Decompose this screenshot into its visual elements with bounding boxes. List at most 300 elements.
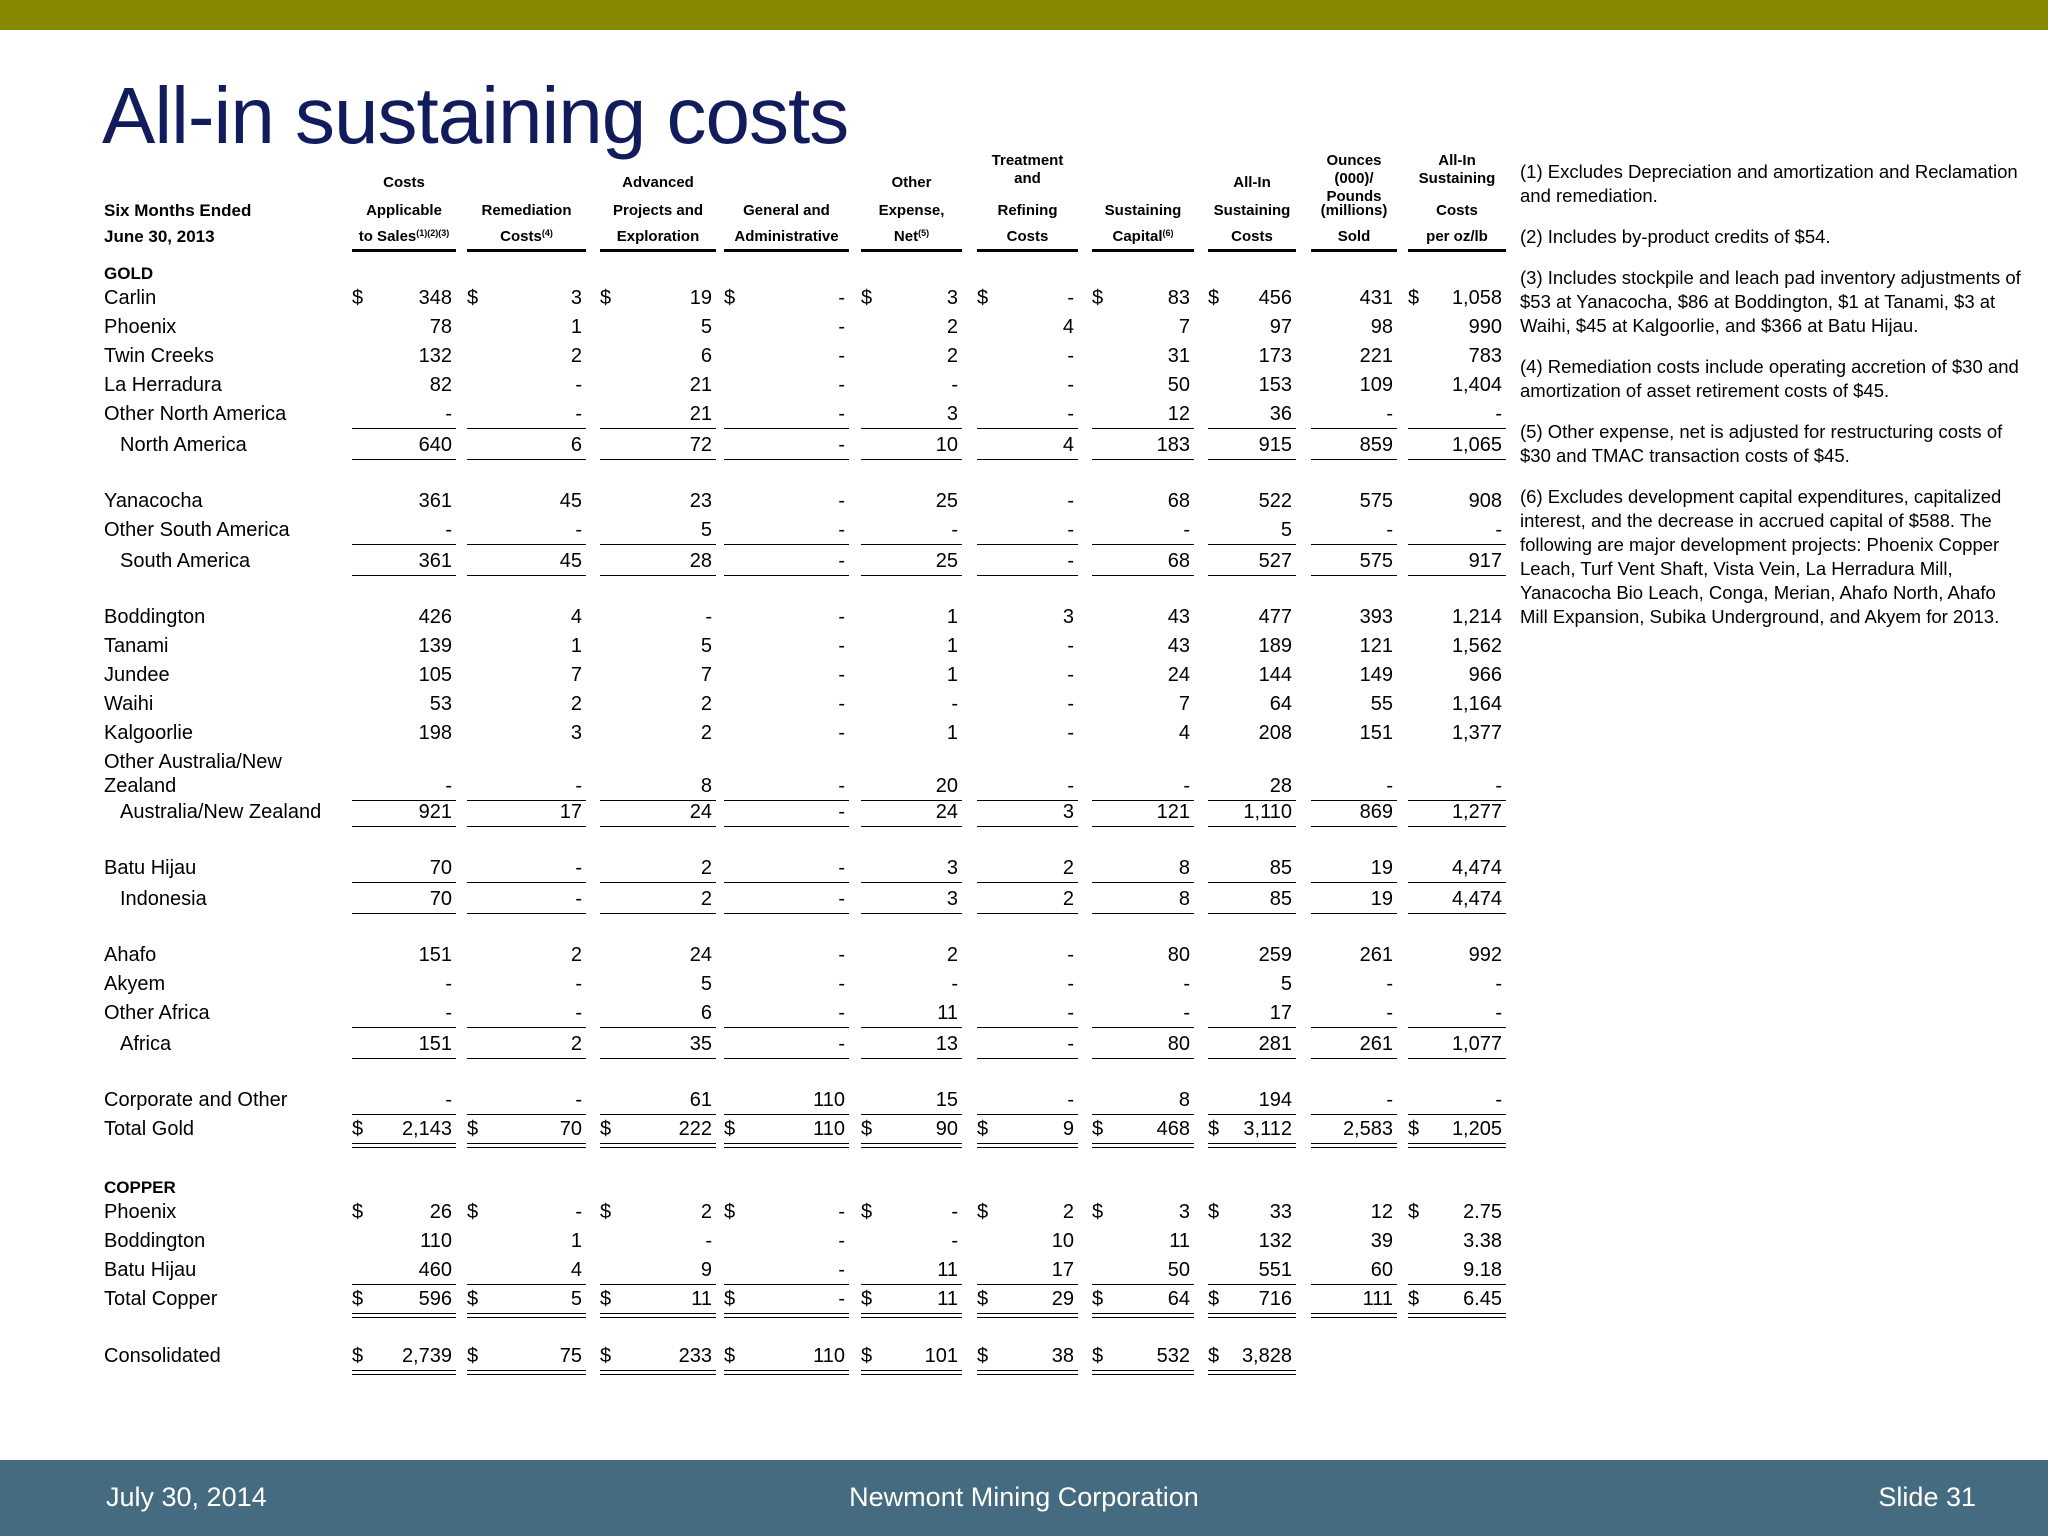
cell-value: -: [1495, 1089, 1502, 1111]
column-header-text: Costs: [500, 228, 542, 245]
cell-underline: [352, 1058, 456, 1059]
cell-value: 50: [1167, 1259, 1190, 1281]
cell-underline: [1311, 1143, 1397, 1148]
cell-value: 45: [559, 550, 582, 572]
cell-value: 1: [570, 316, 582, 338]
table-cell: [1208, 721, 1296, 745]
cell-underline: [1208, 913, 1296, 914]
column-header-text: to Sales: [358, 228, 417, 245]
table-cell: [861, 1229, 962, 1253]
cell-value: 5: [570, 1288, 582, 1310]
cell-value: 2: [570, 1033, 582, 1055]
table-cell: [977, 1229, 1078, 1253]
table-cell: [1092, 856, 1194, 880]
table-cell: [600, 286, 716, 310]
cell-value: 859: [1359, 434, 1393, 456]
cell-underline: [977, 575, 1078, 576]
table-cell: [1208, 605, 1296, 629]
cell-underline: [352, 544, 456, 545]
column-header-rule: [467, 249, 586, 252]
table-cell: [467, 489, 586, 513]
cell-value: 2: [570, 693, 582, 715]
table-cell: [1311, 663, 1397, 687]
cell-value: -: [1067, 693, 1074, 715]
table-cell: [861, 1258, 962, 1282]
column-header-2-line-0: Advanced: [622, 174, 694, 191]
cell-value: 121: [1156, 801, 1190, 823]
row-label: Yanacocha: [104, 490, 203, 512]
cell-value: 5: [1280, 519, 1292, 541]
cell-underline: [1092, 1284, 1194, 1285]
table-cell: [352, 943, 456, 967]
table-cell: [1208, 692, 1296, 716]
cell-underline: [1408, 1058, 1506, 1059]
cell-underline: [724, 913, 849, 914]
table-cell: [977, 373, 1078, 397]
dollar-sign: $: [861, 287, 873, 309]
table-cell: [724, 1088, 849, 1112]
cell-value: 121: [1359, 635, 1393, 657]
table-cell: [1208, 373, 1296, 397]
cell-value: 348: [418, 287, 452, 309]
footer-company: Newmont Mining Corporation: [849, 1482, 1199, 1512]
cell-value: 149: [1359, 664, 1393, 686]
cell-value: -: [575, 973, 582, 995]
cell-value: -: [445, 1002, 452, 1024]
table-cell: [977, 286, 1078, 310]
cell-value: -: [575, 857, 582, 879]
slide-title: All-in sustaining costs: [102, 71, 849, 160]
cell-value: -: [838, 1259, 845, 1281]
cell-underline: [1408, 544, 1506, 545]
table-cell: [861, 402, 962, 426]
table-cell: [1408, 887, 1506, 911]
cell-value: 716: [1258, 1288, 1292, 1310]
cell-value: 64: [1167, 1288, 1190, 1310]
cell-value: 153: [1258, 374, 1292, 396]
cell-value: 361: [418, 490, 452, 512]
table-cell: [861, 1088, 962, 1112]
cell-value: 80: [1167, 1033, 1190, 1055]
cell-underline: [861, 544, 962, 545]
cell-value: 2: [700, 857, 712, 879]
table-cell: [1092, 549, 1194, 573]
period-label-line-1: Six Months Ended: [104, 201, 252, 220]
cell-value: 98: [1370, 316, 1393, 338]
table-cell: [352, 1032, 456, 1056]
table-cell: [467, 887, 586, 911]
cell-value: -: [838, 722, 845, 744]
table-cell: [600, 402, 716, 426]
cell-value: -: [1067, 403, 1074, 425]
table-cell: [1092, 1258, 1194, 1282]
table-cell: [724, 518, 849, 542]
row-label: Boddington: [104, 1230, 206, 1252]
cell-value: 36: [1269, 403, 1292, 425]
column-header-6-line-3: [1092, 228, 1194, 246]
table-cell: [600, 549, 716, 573]
cell-value: 110: [813, 1345, 845, 1367]
cell-value: 189: [1258, 635, 1292, 657]
cell-value: -: [575, 888, 582, 910]
cell-value: -: [1067, 973, 1074, 995]
cell-value: 111: [1362, 1288, 1393, 1310]
cell-value: 1,562: [1451, 635, 1502, 657]
table-cell: [1408, 943, 1506, 967]
dollar-sign: $: [1092, 287, 1104, 309]
cell-value: 151: [1359, 722, 1393, 744]
table-cell: [600, 315, 716, 339]
cell-value: -: [575, 374, 582, 396]
cell-underline: [977, 826, 1078, 827]
table-cell: [724, 1001, 849, 1025]
table-cell: [1208, 1258, 1296, 1282]
cell-value: 2: [946, 316, 958, 338]
dollar-sign: $: [600, 1288, 612, 1310]
table-cell: [1208, 1229, 1296, 1253]
cell-underline: [724, 1313, 849, 1318]
table-cell: [861, 489, 962, 513]
cell-underline: [724, 575, 849, 576]
cell-value: 233: [678, 1345, 712, 1367]
table-cell: [467, 1344, 586, 1368]
cell-value: 64: [1269, 693, 1292, 715]
dollar-sign: $: [1092, 1118, 1104, 1140]
table-cell: [600, 433, 716, 457]
cell-value: -: [1067, 374, 1074, 396]
table-cell: [1092, 1032, 1194, 1056]
row-label: Total Gold: [104, 1118, 195, 1140]
table-cell: [1092, 887, 1194, 911]
cell-value: 11: [1169, 1230, 1190, 1252]
cell-value: 13: [935, 1033, 958, 1055]
cell-value: 3: [946, 857, 958, 879]
table-cell: [1208, 663, 1296, 687]
cell-value: -: [1183, 973, 1190, 995]
cell-value: 9: [1062, 1118, 1074, 1140]
table-cell: [861, 721, 962, 745]
cell-value: 2,143: [401, 1118, 452, 1140]
dollar-sign: $: [1408, 287, 1420, 309]
table-cell: [1092, 373, 1194, 397]
table-cell: [977, 1117, 1078, 1141]
table-cell: [724, 856, 849, 880]
table-cell: [724, 663, 849, 687]
table-cell: [352, 721, 456, 745]
cell-value: 4: [570, 606, 582, 628]
table-cell: [1408, 692, 1506, 716]
cell-value: 17: [1051, 1259, 1074, 1281]
table-cell: [1092, 344, 1194, 368]
row-label: Africa: [120, 1033, 172, 1055]
table-cell: [861, 433, 962, 457]
table-cell: [600, 605, 716, 629]
cell-value: 11: [937, 1259, 958, 1281]
table-cell: [861, 373, 962, 397]
cell-value: 5: [700, 635, 712, 657]
cell-value: 3: [946, 403, 958, 425]
table-cell: [861, 1001, 962, 1025]
cell-value: -: [1067, 345, 1074, 367]
row-label: Other South America: [104, 519, 290, 541]
table-cell: [1208, 549, 1296, 573]
cell-underline: [600, 1114, 716, 1115]
table-cell: [352, 774, 456, 798]
cell-underline: [1208, 1143, 1296, 1148]
cell-value: -: [575, 1201, 582, 1223]
table-cell: [1408, 315, 1506, 339]
column-header-rule: [861, 249, 962, 252]
table-cell: [724, 402, 849, 426]
dollar-sign: $: [724, 1288, 736, 1310]
cell-underline: [352, 575, 456, 576]
table-cell: [467, 1200, 586, 1224]
column-header-rule: [724, 249, 849, 252]
cell-value: 15: [935, 1089, 958, 1111]
table-cell: [352, 1287, 456, 1311]
cell-underline: [1408, 882, 1506, 883]
table-cell: [1408, 605, 1506, 629]
cell-value: 10: [935, 434, 958, 456]
cell-value: 35: [689, 1033, 712, 1055]
table-cell: [1408, 1344, 1506, 1368]
table-cell: [977, 1258, 1078, 1282]
cell-value: 532: [1156, 1345, 1190, 1367]
table-cell: [467, 943, 586, 967]
cell-underline: [977, 1284, 1078, 1285]
column-header-rule: [1092, 249, 1194, 252]
cell-value: -: [1495, 403, 1502, 425]
cell-underline: [600, 882, 716, 883]
table-cell: [1408, 373, 1506, 397]
cell-underline: [467, 1027, 586, 1028]
table-cell: [467, 315, 586, 339]
cell-underline: [352, 459, 456, 460]
cell-value: 70: [559, 1118, 582, 1140]
table-cell: [352, 1344, 456, 1368]
cell-value: 28: [1269, 775, 1292, 797]
cell-underline: [467, 1284, 586, 1285]
cell-value: 869: [1359, 801, 1393, 823]
cell-value: 640: [418, 434, 452, 456]
table-cell: [600, 1287, 716, 1311]
cell-value: 9: [700, 1259, 712, 1281]
table-cell: [977, 489, 1078, 513]
cell-value: 3: [946, 888, 958, 910]
table-cell: [467, 286, 586, 310]
cell-value: 24: [1167, 664, 1190, 686]
footer-date: July 30, 2014: [106, 1482, 267, 1512]
table-cell: [467, 402, 586, 426]
cell-value: 2: [1062, 888, 1074, 910]
cell-value: 477: [1258, 606, 1292, 628]
cell-value: 3: [1062, 801, 1074, 823]
cell-underline: [352, 1284, 456, 1285]
cell-underline: [1092, 575, 1194, 576]
cell-value: 85: [1269, 888, 1292, 910]
table-cell: [352, 634, 456, 658]
cell-value: 85: [1269, 857, 1292, 879]
cell-value: -: [575, 1002, 582, 1024]
table-cell: [1311, 1117, 1397, 1141]
table-cell: [352, 692, 456, 716]
dollar-sign: $: [861, 1118, 873, 1140]
row-label: Kalgoorlie: [104, 722, 193, 744]
cell-underline: [467, 882, 586, 883]
column-header-footnote-ref: (5): [918, 228, 930, 238]
table-cell: [1092, 518, 1194, 542]
dollar-sign: $: [467, 1288, 479, 1310]
cell-value: 8: [1178, 1089, 1190, 1111]
cell-value: 24: [689, 944, 712, 966]
table-cell: [352, 518, 456, 542]
cell-value: 431: [1359, 287, 1393, 309]
dollar-sign: $: [1208, 287, 1220, 309]
table-cell: [1208, 972, 1296, 996]
table-cell: [724, 972, 849, 996]
dollar-sign: $: [600, 1201, 612, 1223]
cell-value: 221: [1359, 345, 1393, 367]
row-label: Twin Creeks: [104, 345, 215, 367]
cell-value: -: [1067, 550, 1074, 572]
cell-underline: [352, 913, 456, 914]
table-cell: [600, 1229, 716, 1253]
cell-value: 2: [700, 1201, 712, 1223]
cell-value: 60: [1370, 1259, 1393, 1281]
table-cell: [1208, 634, 1296, 658]
cell-value: 45: [559, 490, 582, 512]
table-cell: [724, 605, 849, 629]
table-cell: [1092, 1001, 1194, 1025]
table-cell: [1311, 1200, 1397, 1224]
table-cell: [467, 800, 586, 824]
table-cell: [977, 774, 1078, 798]
cell-value: 10: [1051, 1230, 1074, 1252]
table-cell: [1408, 663, 1506, 687]
cell-value: 43: [1167, 606, 1190, 628]
cell-value: 5: [1280, 973, 1292, 995]
table-cell: [1311, 856, 1397, 880]
table-cell: [352, 286, 456, 310]
row-label: Batu Hijau: [104, 857, 197, 879]
table-cell: [467, 549, 586, 573]
dollar-sign: $: [352, 287, 364, 309]
table-cell: [1092, 1088, 1194, 1112]
cell-value: 11: [937, 1002, 958, 1024]
cell-value: 222: [678, 1118, 712, 1140]
cell-value: -: [1386, 775, 1393, 797]
cell-value: 908: [1468, 490, 1502, 512]
table-cell: [1311, 1258, 1397, 1282]
cell-underline: [724, 882, 849, 883]
table-cell: [600, 887, 716, 911]
cell-underline: [1092, 428, 1194, 429]
table-cell: [724, 774, 849, 798]
table-cell: [1092, 1229, 1194, 1253]
table-cell: [977, 943, 1078, 967]
cell-underline: [352, 826, 456, 827]
cell-value: 68: [1167, 490, 1190, 512]
table-cell: [1408, 549, 1506, 573]
cell-underline: [467, 428, 586, 429]
column-header-footnote-ref: (1)(2)(3): [416, 228, 450, 238]
table-cell: [977, 800, 1078, 824]
cell-value: -: [838, 519, 845, 541]
cell-underline: [1092, 1143, 1194, 1148]
cell-value: 990: [1468, 316, 1502, 338]
cell-value: 2: [946, 944, 958, 966]
cell-value: 109: [1359, 374, 1393, 396]
table-cell: [1408, 634, 1506, 658]
cell-value: 83: [1167, 287, 1190, 309]
table-cell: [600, 1001, 716, 1025]
cell-value: 29: [1051, 1288, 1074, 1310]
cell-underline: [861, 1313, 962, 1318]
column-header-text: Administrative: [734, 228, 839, 245]
cell-underline: [600, 826, 716, 827]
cell-value: 72: [689, 434, 712, 456]
cell-value: -: [951, 693, 958, 715]
cell-value: 1,277: [1451, 801, 1502, 823]
table-cell: [352, 373, 456, 397]
table-cell: [977, 1287, 1078, 1311]
table-cell: [861, 1287, 962, 1311]
cell-underline: [1208, 1370, 1296, 1375]
column-header-3-line-2: General and: [743, 202, 830, 219]
table-cell: [1408, 518, 1506, 542]
cell-value: 4,474: [1451, 857, 1502, 879]
cell-value: 8: [700, 775, 712, 797]
cell-value: -: [1183, 775, 1190, 797]
footnote-2: (2) Includes by-product credits of $54.: [1520, 226, 1831, 247]
column-header-rule: [352, 249, 456, 252]
cell-value: 4,474: [1451, 888, 1502, 910]
dollar-sign: $: [600, 1118, 612, 1140]
row-label: Other Australia/New Zealand: [104, 751, 282, 797]
table-cell: [600, 1088, 716, 1112]
cell-underline: [352, 1313, 456, 1318]
cell-value: 208: [1258, 722, 1292, 744]
dollar-sign: $: [724, 1201, 736, 1223]
cell-value: -: [838, 345, 845, 367]
cell-value: -: [1386, 519, 1393, 541]
cell-value: 2: [570, 944, 582, 966]
cell-underline: [1311, 882, 1397, 883]
table-cell: [1311, 887, 1397, 911]
cell-value: 21: [689, 374, 712, 396]
dollar-sign: $: [352, 1201, 364, 1223]
cell-underline: [1092, 459, 1194, 460]
row-label: Akyem: [104, 973, 166, 995]
table-cell: [1208, 315, 1296, 339]
section-label: COPPER: [104, 1178, 176, 1197]
cell-value: 4: [1062, 434, 1074, 456]
table-cell: [1092, 1344, 1194, 1368]
table-cell: [1208, 518, 1296, 542]
table-cell: [861, 286, 962, 310]
cell-value: -: [838, 490, 845, 512]
column-header-text: Costs: [1231, 228, 1273, 245]
cell-value: -: [1067, 1033, 1074, 1055]
cell-underline: [861, 1284, 962, 1285]
column-header-0-line-0: Costs: [383, 174, 425, 191]
table-cell: [600, 972, 716, 996]
cell-underline: [861, 459, 962, 460]
dollar-sign: $: [977, 1288, 989, 1310]
cell-underline: [352, 1370, 456, 1375]
cell-value: 456: [1258, 287, 1292, 309]
column-header-text: per oz/lb: [1426, 228, 1488, 245]
